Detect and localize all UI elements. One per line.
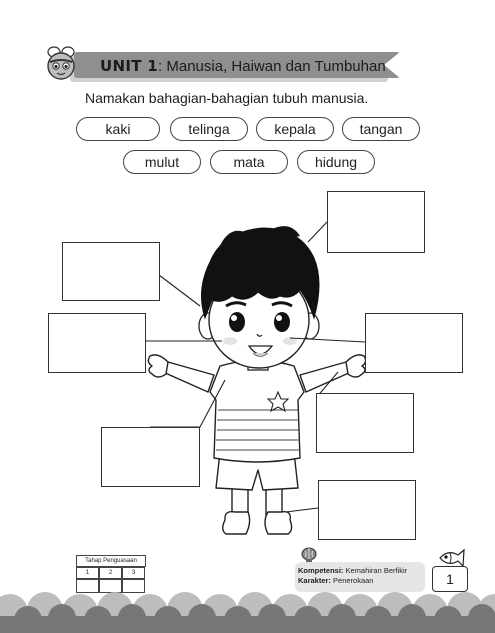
page-number: 1: [432, 566, 468, 592]
shirt: [210, 361, 304, 463]
answer-box-1[interactable]: [62, 242, 160, 301]
right-eye: [274, 312, 290, 332]
word-pill-telinga[interactable]: telinga: [170, 117, 248, 141]
word-pill-kaki[interactable]: kaki: [76, 117, 160, 141]
leader-line-1: [159, 275, 200, 306]
left-hand: [148, 355, 168, 377]
word-pill-kepala[interactable]: kepala: [256, 117, 334, 141]
answer-box-5[interactable]: [101, 427, 200, 487]
answer-box-3[interactable]: [48, 313, 146, 373]
competency-label: Kompetensi:: [298, 566, 344, 575]
unit-name: Manusia, Haiwan dan Tumbuhan: [166, 58, 386, 75]
left-eye: [229, 312, 245, 332]
word-pill-tangan[interactable]: tangan: [342, 117, 420, 141]
leader-line-2: [308, 222, 327, 242]
answer-box-7[interactable]: [318, 480, 416, 540]
word-pill-mulut[interactable]: mulut: [123, 150, 201, 174]
character-value: Penerokaan: [330, 576, 374, 585]
mastery-level-3: 3: [122, 567, 145, 579]
unit-separator: :: [158, 58, 167, 75]
competency-value: Kemahiran Berfikir: [343, 566, 408, 575]
right-shoe: [265, 512, 292, 534]
answer-box-2[interactable]: [327, 191, 425, 253]
word-pill-hidung[interactable]: hidung: [297, 150, 375, 174]
competency-line: [298, 566, 407, 575]
left-shoe: [223, 512, 250, 534]
answer-box-4[interactable]: [365, 313, 463, 373]
character-label: Karakter:: [298, 576, 331, 585]
mastery-title: Tahap Penguasaan: [76, 555, 146, 567]
brain-icon: [300, 547, 318, 563]
answer-box-6[interactable]: [316, 393, 414, 453]
character-line: [298, 576, 373, 585]
mastery-level-1: 1: [76, 567, 99, 579]
unit-label: UNIT 1: [100, 57, 159, 75]
leader-line-7: [286, 508, 318, 512]
left-arm: [163, 362, 214, 392]
right-hand: [346, 355, 366, 377]
instruction-text: Namakan bahagian-bahagian tubuh manusia.: [85, 90, 369, 106]
mastery-level-2: 2: [99, 567, 122, 579]
word-pill-mata[interactable]: mata: [210, 150, 288, 174]
footer-wave: [0, 590, 495, 633]
